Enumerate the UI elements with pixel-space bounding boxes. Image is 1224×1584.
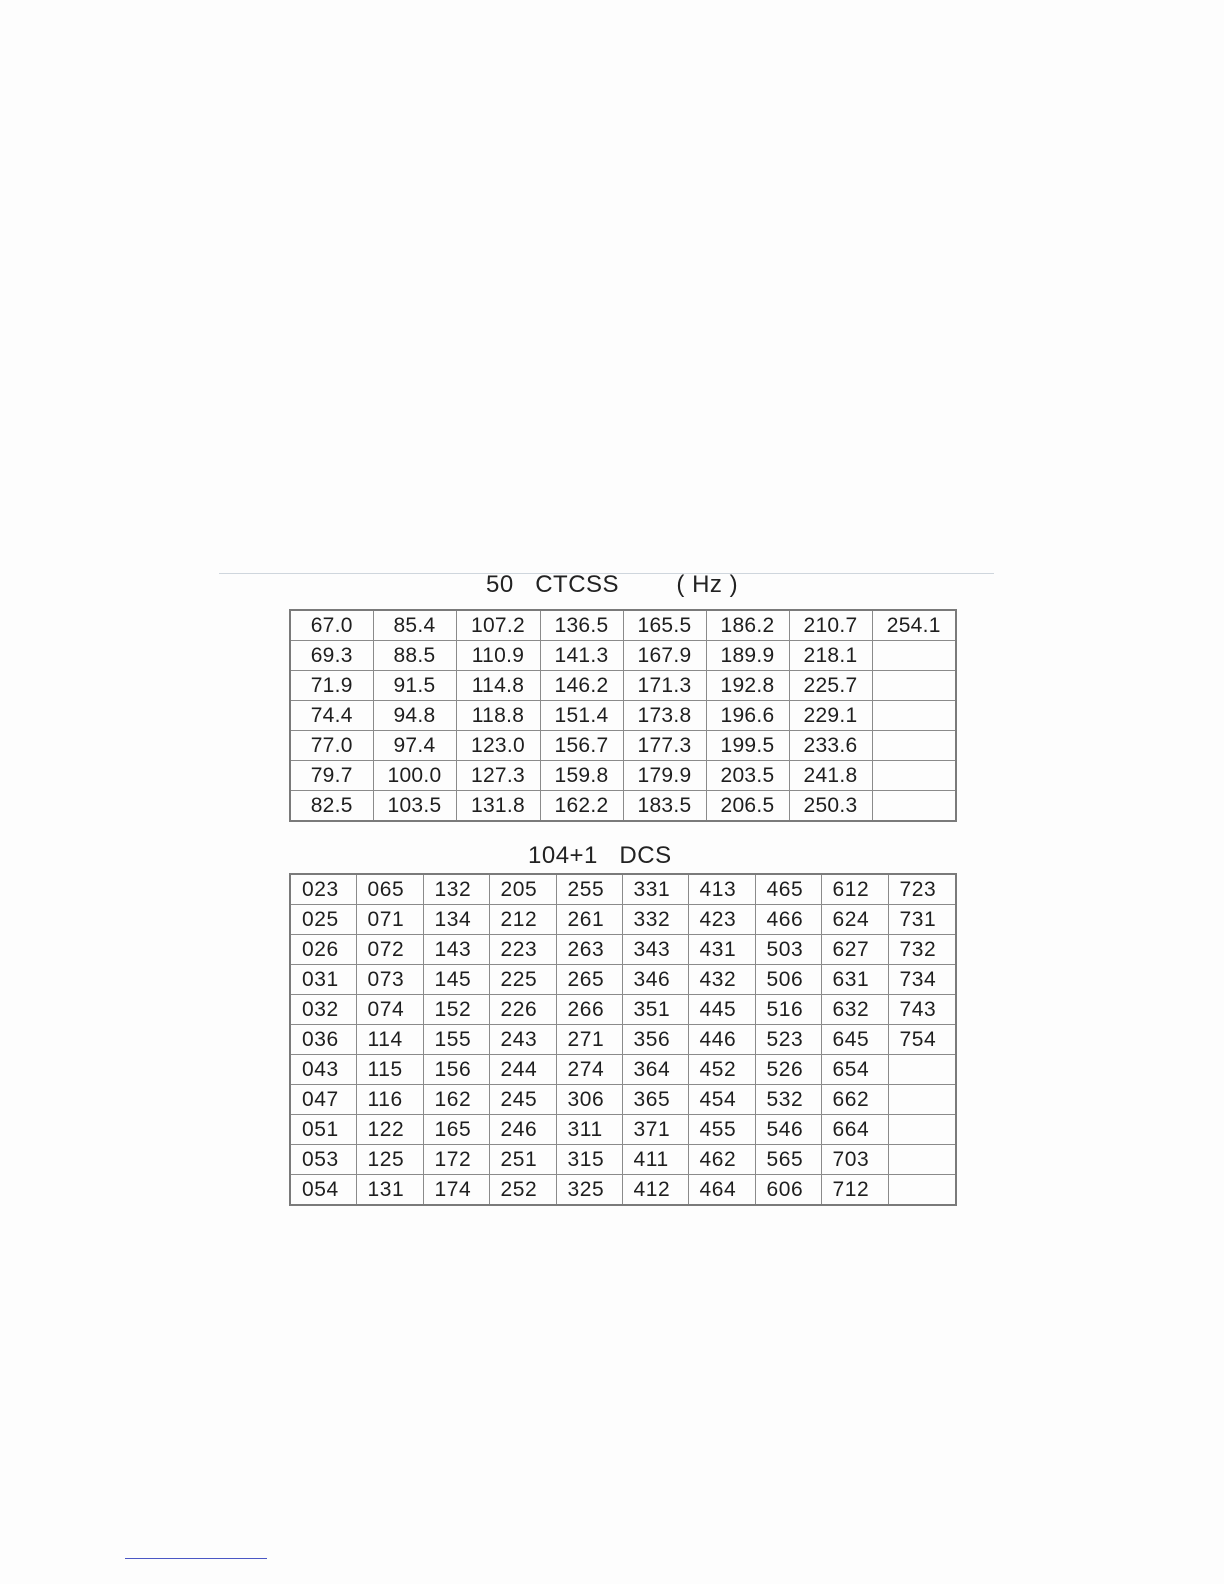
dcs-code-cell: 445 [688, 995, 755, 1025]
dcs-table-row [290, 1055, 956, 1085]
ctcss-tone-cell: 71.9 [290, 671, 373, 701]
ctcss-table-row [290, 761, 956, 791]
dcs-code-cell: 271 [556, 1025, 622, 1055]
dcs-code-cell: 165 [423, 1115, 489, 1145]
ctcss-tone-cell: 177.3 [623, 731, 706, 761]
dcs-code-cell: 631 [821, 965, 888, 995]
ctcss-tone-cell: 97.4 [373, 731, 456, 761]
ctcss-tone-cell: 141.3 [540, 641, 623, 671]
dcs-code-cell: 152 [423, 995, 489, 1025]
ctcss-tone-cell: 100.0 [373, 761, 456, 791]
ctcss-tone-cell: 199.5 [706, 731, 789, 761]
ctcss-tone-cell: 218.1 [789, 641, 872, 671]
dcs-code-cell: 226 [489, 995, 556, 1025]
dcs-code-cell: 156 [423, 1055, 489, 1085]
dcs-code-cell: 712 [821, 1175, 888, 1206]
ctcss-tone-cell: 123.0 [456, 731, 540, 761]
dcs-code-cell: 654 [821, 1055, 888, 1085]
dcs-code-cell: 266 [556, 995, 622, 1025]
dcs-code-cell: 703 [821, 1145, 888, 1175]
dcs-code-cell: 454 [688, 1085, 755, 1115]
ctcss-tone-cell: 186.2 [706, 610, 789, 641]
ctcss-table-row [290, 610, 956, 641]
ctcss-tone-cell: 136.5 [540, 610, 623, 641]
ctcss-tone-cell: 94.8 [373, 701, 456, 731]
dcs-table-row [290, 965, 956, 995]
ctcss-tone-cell: 167.9 [623, 641, 706, 671]
ctcss-tone-cell: 162.2 [540, 791, 623, 822]
dcs-code-cell: 114 [356, 1025, 423, 1055]
dcs-code-cell: 532 [755, 1085, 821, 1115]
ctcss-tone-cell: 85.4 [373, 610, 456, 641]
ctcss-tone-table [289, 609, 957, 822]
dcs-code-cell: 606 [755, 1175, 821, 1206]
dcs-code-cell: 627 [821, 935, 888, 965]
ctcss-tone-cell: 229.1 [789, 701, 872, 731]
dcs-table-row [290, 905, 956, 935]
dcs-code-cell: 036 [290, 1025, 356, 1055]
dcs-code-cell: 115 [356, 1055, 423, 1085]
ctcss-tone-cell: 210.7 [789, 610, 872, 641]
dcs-code-cell: 125 [356, 1145, 423, 1175]
ctcss-tone-cell: 192.8 [706, 671, 789, 701]
dcs-code-cell: 523 [755, 1025, 821, 1055]
dcs-code-cell: 462 [688, 1145, 755, 1175]
dcs-code-cell: 546 [755, 1115, 821, 1145]
dcs-code-cell: 754 [888, 1025, 956, 1055]
dcs-code-cell: 311 [556, 1115, 622, 1145]
ctcss-tone-cell: 151.4 [540, 701, 623, 731]
dcs-code-cell: 025 [290, 905, 356, 935]
dcs-code-cell: 132 [423, 874, 489, 905]
dcs-code-cell: 731 [888, 905, 956, 935]
dcs-code-cell: 315 [556, 1145, 622, 1175]
ctcss-tone-cell [872, 731, 956, 761]
dcs-code-cell: 043 [290, 1055, 356, 1085]
dcs-code-cell: 274 [556, 1055, 622, 1085]
dcs-table-row [290, 1115, 956, 1145]
dcs-code-cell: 465 [755, 874, 821, 905]
ctcss-tone-cell: 114.8 [456, 671, 540, 701]
ctcss-unit: ( Hz ) [676, 571, 739, 598]
dcs-code-cell: 225 [489, 965, 556, 995]
dcs-code-cell: 632 [821, 995, 888, 1025]
dcs-code-table [289, 873, 957, 1206]
dcs-code-cell: 351 [622, 995, 688, 1025]
dcs-code-cell: 612 [821, 874, 888, 905]
dcs-code-cell: 466 [755, 905, 821, 935]
dcs-table-row [290, 1145, 956, 1175]
dcs-table-row [290, 995, 956, 1025]
dcs-code-cell: 245 [489, 1085, 556, 1115]
dcs-code-cell: 565 [755, 1145, 821, 1175]
ctcss-tone-cell [872, 701, 956, 731]
dcs-code-cell: 244 [489, 1055, 556, 1085]
dcs-code-cell: 662 [821, 1085, 888, 1115]
dcs-code-cell: 122 [356, 1115, 423, 1145]
ctcss-tone-cell [872, 671, 956, 701]
ctcss-tone-cell: 156.7 [540, 731, 623, 761]
dcs-code-cell: 072 [356, 935, 423, 965]
dcs-code-cell: 412 [622, 1175, 688, 1206]
dcs-name: DCS [619, 842, 672, 869]
dcs-code-cell: 431 [688, 935, 755, 965]
ctcss-tone-cell: 67.0 [290, 610, 373, 641]
ctcss-tone-cell: 165.5 [623, 610, 706, 641]
dcs-code-cell: 053 [290, 1145, 356, 1175]
ctcss-tone-cell: 91.5 [373, 671, 456, 701]
dcs-code-cell: 143 [423, 935, 489, 965]
dcs-code-cell: 261 [556, 905, 622, 935]
dcs-code-cell: 413 [688, 874, 755, 905]
dcs-code-cell: 031 [290, 965, 356, 995]
dcs-code-cell: 134 [423, 905, 489, 935]
dcs-code-cell: 432 [688, 965, 755, 995]
ctcss-table-row [290, 731, 956, 761]
dcs-table-row [290, 1085, 956, 1115]
dcs-code-cell: 162 [423, 1085, 489, 1115]
dcs-code-cell: 054 [290, 1175, 356, 1206]
dcs-code-cell: 503 [755, 935, 821, 965]
ctcss-tone-cell: 179.9 [623, 761, 706, 791]
dcs-code-cell: 325 [556, 1175, 622, 1206]
dcs-code-cell: 155 [423, 1025, 489, 1055]
dcs-table-row [290, 874, 956, 905]
dcs-code-cell: 263 [556, 935, 622, 965]
ctcss-table-row [290, 701, 956, 731]
dcs-code-cell: 065 [356, 874, 423, 905]
dcs-code-cell: 265 [556, 965, 622, 995]
dcs-code-cell: 332 [622, 905, 688, 935]
dcs-table-row [290, 1025, 956, 1055]
dcs-code-cell: 051 [290, 1115, 356, 1145]
ctcss-tone-cell: 206.5 [706, 791, 789, 822]
dcs-code-cell: 464 [688, 1175, 755, 1206]
dcs-code-cell: 205 [489, 874, 556, 905]
dcs-code-cell: 526 [755, 1055, 821, 1085]
dcs-code-cell: 743 [888, 995, 956, 1025]
ctcss-tone-cell: 146.2 [540, 671, 623, 701]
ctcss-tone-cell: 203.5 [706, 761, 789, 791]
ctcss-tone-cell: 131.8 [456, 791, 540, 822]
dcs-code-cell: 172 [423, 1145, 489, 1175]
dcs-code-cell: 356 [622, 1025, 688, 1055]
ctcss-table-row [290, 791, 956, 822]
dcs-code-cell: 506 [755, 965, 821, 995]
dcs-code-cell: 446 [688, 1025, 755, 1055]
dcs-code-cell: 364 [622, 1055, 688, 1085]
dcs-code-cell: 243 [489, 1025, 556, 1055]
ctcss-tone-cell: 250.3 [789, 791, 872, 822]
dcs-code-cell: 047 [290, 1085, 356, 1115]
dcs-code-cell: 331 [622, 874, 688, 905]
ctcss-tone-cell: 171.3 [623, 671, 706, 701]
dcs-code-cell: 223 [489, 935, 556, 965]
dcs-code-cell: 645 [821, 1025, 888, 1055]
ctcss-tone-cell: 79.7 [290, 761, 373, 791]
ctcss-table-row [290, 671, 956, 701]
dcs-code-cell: 032 [290, 995, 356, 1025]
dcs-code-cell: 732 [888, 935, 956, 965]
dcs-code-cell: 723 [888, 874, 956, 905]
dcs-code-cell: 071 [356, 905, 423, 935]
dcs-code-cell: 026 [290, 935, 356, 965]
dcs-table-row [290, 935, 956, 965]
ctcss-tone-cell: 118.8 [456, 701, 540, 731]
dcs-code-cell [888, 1145, 956, 1175]
dcs-count: 104+1 [528, 842, 598, 869]
ctcss-tone-cell: 77.0 [290, 731, 373, 761]
dcs-code-cell: 343 [622, 935, 688, 965]
ctcss-tone-cell: 233.6 [789, 731, 872, 761]
dcs-code-cell: 516 [755, 995, 821, 1025]
ctcss-tone-cell: 103.5 [373, 791, 456, 822]
dcs-code-cell: 023 [290, 874, 356, 905]
dcs-code-cell: 306 [556, 1085, 622, 1115]
dcs-code-cell: 174 [423, 1175, 489, 1206]
dcs-code-cell: 212 [489, 905, 556, 935]
ctcss-tone-cell [872, 641, 956, 671]
dcs-code-cell: 411 [622, 1145, 688, 1175]
ctcss-tone-cell: 189.9 [706, 641, 789, 671]
ctcss-tone-cell: 88.5 [373, 641, 456, 671]
ctcss-tone-cell [872, 761, 956, 791]
dcs-code-cell: 452 [688, 1055, 755, 1085]
ctcss-tone-cell: 107.2 [456, 610, 540, 641]
dcs-table-title [528, 841, 672, 871]
ctcss-table-title [486, 570, 738, 600]
ctcss-tone-cell: 82.5 [290, 791, 373, 822]
ctcss-tone-cell: 110.9 [456, 641, 540, 671]
dcs-table-row [290, 1175, 956, 1206]
ctcss-tone-cell: 159.8 [540, 761, 623, 791]
ctcss-table-row [290, 641, 956, 671]
dcs-code-cell: 664 [821, 1115, 888, 1145]
dcs-code-cell: 131 [356, 1175, 423, 1206]
dcs-code-cell: 734 [888, 965, 956, 995]
dcs-code-cell: 365 [622, 1085, 688, 1115]
ctcss-tone-cell: 241.8 [789, 761, 872, 791]
dcs-code-cell: 423 [688, 905, 755, 935]
ctcss-tone-cell: 225.7 [789, 671, 872, 701]
ctcss-tone-cell [872, 791, 956, 822]
ctcss-tone-cell: 196.6 [706, 701, 789, 731]
dcs-code-cell [888, 1115, 956, 1145]
dcs-code-cell: 255 [556, 874, 622, 905]
dcs-code-cell: 251 [489, 1145, 556, 1175]
ctcss-tone-cell: 69.3 [290, 641, 373, 671]
ctcss-tone-cell: 254.1 [872, 610, 956, 641]
dcs-code-cell: 073 [356, 965, 423, 995]
dcs-code-cell: 116 [356, 1085, 423, 1115]
dcs-code-cell: 145 [423, 965, 489, 995]
dcs-code-cell: 624 [821, 905, 888, 935]
ctcss-tone-cell: 74.4 [290, 701, 373, 731]
dcs-code-cell: 246 [489, 1115, 556, 1145]
ctcss-tone-cell: 173.8 [623, 701, 706, 731]
dcs-code-cell [888, 1085, 956, 1115]
footnote-separator-line [125, 1558, 267, 1559]
ctcss-count: 50 [486, 571, 514, 598]
dcs-code-cell: 371 [622, 1115, 688, 1145]
dcs-code-cell [888, 1175, 956, 1206]
ctcss-name: CTCSS [535, 571, 620, 598]
dcs-code-cell: 346 [622, 965, 688, 995]
dcs-code-cell: 252 [489, 1175, 556, 1206]
dcs-code-cell [888, 1055, 956, 1085]
dcs-code-cell: 074 [356, 995, 423, 1025]
dcs-code-cell: 455 [688, 1115, 755, 1145]
ctcss-tone-cell: 183.5 [623, 791, 706, 822]
ctcss-tone-cell: 127.3 [456, 761, 540, 791]
